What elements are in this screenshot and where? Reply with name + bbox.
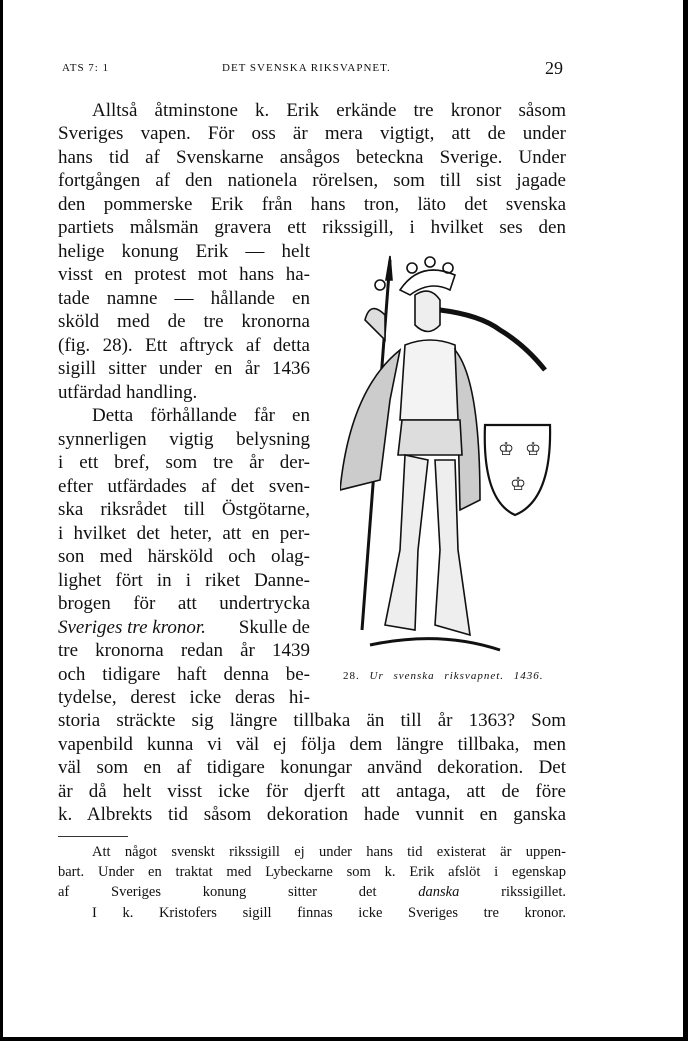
italic-phrase: Sveriges tre kronor. (58, 617, 206, 638)
scan-edge-left (0, 0, 3, 1041)
text-line: son med härsköld och olag- (58, 546, 310, 567)
scan-edge-bottom (0, 1037, 688, 1041)
text-line: Detta förhållande får en (92, 405, 310, 426)
figure-caption (343, 670, 544, 682)
text-line: fortgången af den nationela rörelsen, som till sist jagade (58, 170, 566, 191)
text-fragment: Skulle de (238, 617, 310, 638)
text-line: k. Albrekts tid såsom dekoration hade vunnit en ganska (58, 804, 566, 825)
figure-year: 1436. (513, 670, 544, 682)
scan-edge-right (683, 0, 688, 1041)
figure-title: Ur svenska riksvapnet. (369, 670, 505, 682)
footnote-line: Att något svenskt rikssigill ej under hans tid existerat är uppen- (92, 844, 566, 860)
head (415, 291, 440, 332)
text-line: storia sträckte sig längre tillbaka än till år 1363? Som (58, 710, 566, 731)
text-line: Alltså åtminstone k. Erik erkände tre kronor såsom (92, 100, 566, 121)
text-line: brogen för att undertrycka (58, 593, 310, 614)
italic-word: danska (418, 884, 460, 900)
text-line: lighet fört in i riket Danne- (58, 570, 310, 591)
text-line: (fig. 28). Ett aftryck af detta (58, 335, 310, 356)
text-line: den pommerske Erik från hans tron, läto det svenska (58, 194, 566, 215)
text-line: är då helt visst icke för djerft att antaga, att de före (58, 781, 566, 802)
text-line: utfärdad handling. (58, 382, 198, 403)
text-line: sköld med de tre kronorna (58, 311, 310, 332)
torso (400, 340, 460, 420)
footnote-line: bart. Under en traktat med Lybeckarne som k. Erik afslöt i egenskap (58, 864, 566, 880)
footnote-line: I k. Kristofers sigill finnas icke Sveriges tre kronor. (92, 905, 566, 921)
text-line (58, 616, 310, 639)
cloak-left (340, 350, 400, 490)
text-line: tade namne — hållande en (58, 288, 310, 309)
footnote-line (58, 882, 566, 902)
text-line: och tidigare haft denna be- (58, 664, 310, 685)
text-line: i hvilket det heter, att en per- (58, 523, 310, 544)
header-signature: ATS 7: 1 (62, 62, 110, 74)
text-line: efter utfärdades af det sven- (58, 476, 310, 497)
page-number: 29 (545, 58, 563, 78)
svg-text:♔: ♔ (498, 439, 515, 460)
figure-number: 28. (343, 670, 360, 682)
text-line: tydelse, derest icke deras hi- (58, 687, 310, 708)
text-fragment: rikssigillet. (501, 884, 567, 900)
text-line: tre kronorna redan år 1439 (58, 640, 310, 661)
text-line: ska riksrådet till Östgötarne, (58, 499, 310, 520)
running-title: DET SVENSKA RIKSVAPNET. (222, 62, 391, 74)
text-line: helige konung Erik — helt (58, 241, 310, 262)
text-line: visst en protest mot hans ha- (58, 264, 310, 285)
text-line: väl som en af tidigare konungar använd dekoration. Det (58, 757, 566, 778)
leg-left (385, 455, 428, 630)
text-line: Sveriges vapen. För oss är mera vigtigt, att de under (58, 123, 566, 144)
text-line: vapenbild kunna vi väl ej följa dem längre tillbaka, men (58, 734, 566, 755)
text-line: partiets målsmän gravera ett rikssigill, i hvilket ses den (58, 217, 566, 238)
svg-text:♔: ♔ (510, 474, 527, 495)
footnote-rule (58, 836, 128, 837)
text-line: i ett bref, som tre år der- (58, 452, 310, 473)
text-fragment: af Sveriges konung sitter det (58, 884, 377, 900)
svg-text:♔: ♔ (525, 439, 542, 460)
knight-illustration (340, 250, 570, 660)
text-line: sigill sitter under en år 1436 (58, 358, 310, 379)
text-line: hans tid af Svenskarne ansågos beteckna Sverige. Under (58, 147, 566, 168)
text-line: synnerligen vigtig belysning (58, 429, 310, 450)
